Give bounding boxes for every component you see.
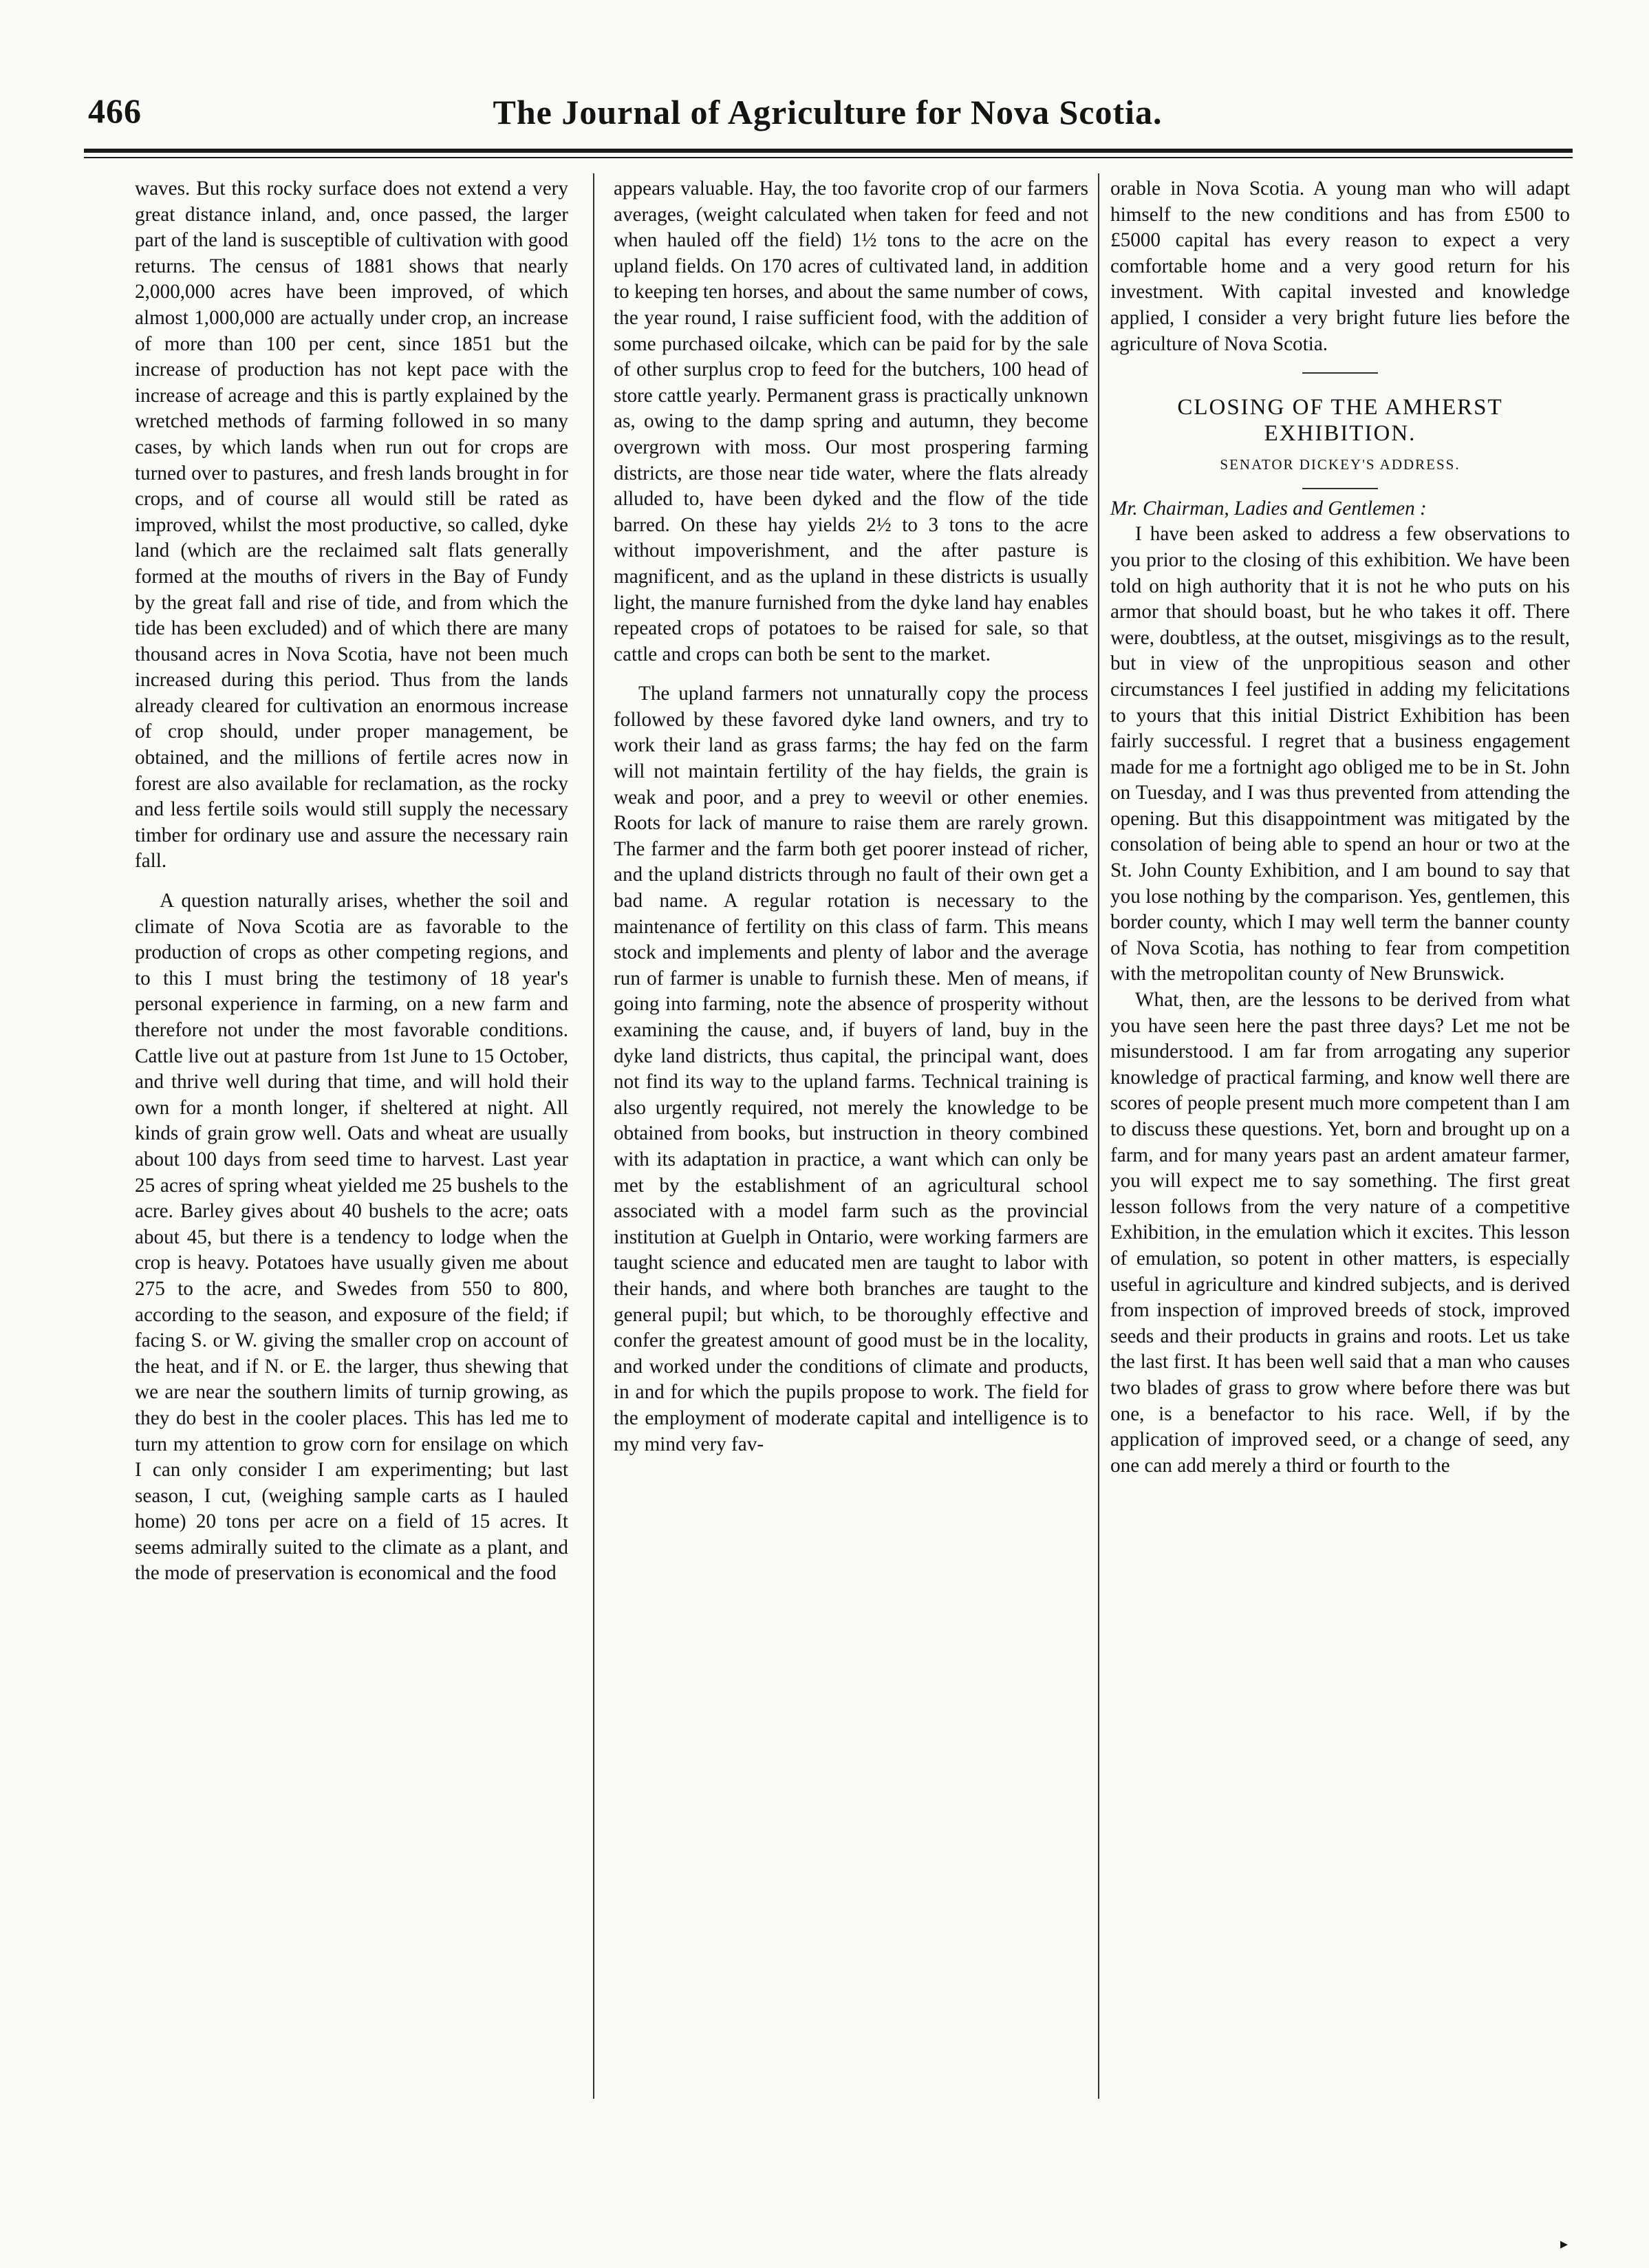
col3-paragraph-2: I have been asked to address a few observations to you prior to the closing of this exhibition. We have been told on high authority that it is not he who puts on his armor that should boast, but he who takes it off. There were, doubtless, at the outset, misgivings as to the result, but in view of the unpropitious season and other circumstances I feel justified in adding my felicitations to yours that this initial District Exhibition has been fairly successful. I regret that a business engagement made for me a fortnight ago obliged me to be in St. John on Tuesday, and I was thus prevented from attending the opening. But this disappointment was mitigated by the consolation of being able to spend an hour or two at the St. John County Exhibition, and I am bound to say that you lose nothing by the comparison. Yes, gentlemen, this border county, which I may well term the banner county of Nova Scotia, has nothing to fear from competition with the metropolitan county of New Brunswick. (1110, 523, 1570, 985)
section-divider (1302, 372, 1378, 374)
header-rule-thin (84, 157, 1573, 158)
header-rule-thick (84, 149, 1573, 153)
column-left (135, 176, 568, 1587)
col2-paragraph-1: appears valuable. Hay, the too favorite crop of our farmers averages, (weight calculated when taken for feed and not when hauled off the field) 1½ tons to the acre on the upland fields. On 170 acres of cultivated land, in addition to keeping ten horses, and about the same number of cows, the year round, I raise sufficient food, with the addition of some purchased oilcake, which can be paid for by the sale of other surplus crop to feed for the butchers, 100 head of store cattle yearly. Permanent grass is practically unknown as, owing to the damp spring and autumn, they become overgrown with moss. Our most prospering farming districts, are those near tide water, where the flats already alluded to, have been dyked and the flow of the tide barred. On these hay yields 2½ to 3 tons to the acre without impoverishment, and the after pasture is magnificent, and as the upland in these districts is usually light, the manure furnished from the dyke land hay enables repeated crops of potatoes to be raised for sale, so that cattle and crops can both be sent to the market. (614, 178, 1088, 665)
column-right (1110, 176, 1570, 1479)
col2-paragraph-2: The upland farmers not unnaturally copy the process followed by these favored dyke land owners, and try to work their land as grass farms; the hay fed on the farm will not maintain fertility of the hay fields, the grain is weak and poor, and a prey to weevil or other enemies. Roots for lack of manure to raise them are rarely grown. The farmer and the farm both get poorer instead of richer, and the upland districts through no fault of their own get a bad name. A regular rotation is necessary to the maintenance of fertility on this class of farm. This means stock and implements and plenty of labor and the average run of farmer is unable to furnish these. Men of means, if going into farming, note the absence of prosperity without examining the cause, and, if buyers of land, buy in the dyke land districts, thus capital, the principal want, does not find its way to the upland farms. Technical training is also urgently required, not merely the knowledge to be obtained from books, but instruction in theory combined with its adaptation in practice, a want which can only be met by the establishment of an agricultural school associated with a model farm such as the provincial institution at Guelph in Ontario, were working farmers are taught science and educated men are taught to labor with their hands, and where both branches are taught to the general pupil; but which, to be thoroughly effective and confer the greatest amount of good must be in the locality, and worked under the conditions of climate and products, in and for which the pupils propose to work. The field for the employment of moderate capital and intelligence is to my mind very fav- (614, 683, 1088, 1455)
article-headline: CLOSING OF THE AMHERST EXHIBITION. (1177, 395, 1503, 447)
address-salutation: Mr. Chairman, Ladies and Gentlemen : (1110, 497, 1427, 520)
col3-paragraph-1: orable in Nova Scotia. A young man who will adapt himself to the new conditions and has from £500 to £5000 capital has every reason to expect a very comfortable home and a very good return for his investment. With capital invested and knowledge applied, I consider a very bright future lies before the agriculture of Nova Scotia. (1110, 178, 1570, 355)
col1-paragraph-1: waves. But this rocky surface does not extend a very great distance inland, and, once passed, the larger part of the land is susceptible of cultivation with good returns. The census of 1881 shows that nearly 2,000,000 acres have been improved, of which almost 1,000,000 are actually under crop, an increase of more than 100 per cent, since 1851 but the increase of production has not kept pace with the increase of acreage and this is partly explained by the wretched methods of farming followed in so many cases, by which lands when run out for crops are turned over to pastures, and fresh lands brought in for crops, and of course all would still be rated as improved, whilst the most productive, so called, dyke land (which are the reclaimed salt flats generally formed at the mouths of rivers in the Bay of Fundy by the great fall and rise of tide, and from which the tide has been excluded) and of which there are many thousand acres in Nova Scotia, have not been much increased during this period. Thus from the lands already cleared for cultivation an enormous increase of crop should, under proper management, be obtained, and the millions of fertile acres now in forest are also available for reclamation, as the rocky and less fertile soils would still supply the necessary timber for ordinary use and assure the necessary rain fall. (135, 178, 568, 873)
col3-paragraph-3: What, then, are the lessons to be derived from what you have seen here the past three days? Let me not be misunderstood. I am far from arrogating any superior knowledge of practical farming, and know well there are scores of people present much more competent than I am to discuss these questions. Yet, born and brought up on a farm, and for many years past an ardent amateur farmer, you will expect me to say something. The first great lesson follows from the very nature of a competitive Exhibition, in the emulation which it excites. This lesson of emulation, so potent in other matters, is especially useful in agriculture and kindred subjects, and is derived from inspection of improved breeds of stock, improved seeds and their products in grains and roots. Let us take the last first. It has been well said that a man who causes two blades of grass to grow where before there was but one, is a benefactor to his race. Well, if by the application of improved seed, or a change of seed, any one can add merely a third or fourth to the (1110, 989, 1570, 1477)
column-divider-right (1098, 173, 1099, 2099)
page-header (81, 88, 1574, 143)
journal-title: The Journal of Agriculture for Nova Scotia. (493, 93, 1163, 131)
subhead-divider (1302, 488, 1378, 489)
article-subhead: SENATOR DICKEY'S ADDRESS. (1220, 456, 1461, 473)
page-number: 466 (88, 92, 142, 130)
column-divider-left (593, 173, 594, 2099)
col1-paragraph-2: A question naturally arises, whether the soil and climate of Nova Scotia are as favorable to the production of crops as other competing regions, and to this I must bring the testimony of 18 year's personal experience in farming, on a new farm and therefore not under the most favorable conditions. Cattle live out at pasture from 1st June to 15 October, and thrive well during that time, and will hold their own for a month longer, if sheltered at night. All kinds of grain grow well. Oats and wheat are usually about 100 days from seed time to harvest. Last year 25 acres of spring wheat yielded me 25 bushels to the acre. Barley gives about 40 bushels to the acre; oats about 45, but there is a tendency to lodge when the crop is heavy. Potatoes have usually given me about 275 to the acre, and Swedes from 550 to 800, according to the season, and exposure of the field; if facing S. or W. giving the smaller crop on account of the heat, and if N. or E. the larger, thus shewing that we are near the southern limits of turnip growing, as they do best in the cooler places. This has led me to turn my attention to grow corn for ensilage on which I can only consider I am experimenting; but last season, I cut, (weighing sample carts as I hauled home) 20 tons per acre on a field of 15 acres. It seems admirally suited to the climate as a plant, and the mode of preservation is economical and the food (135, 890, 568, 1585)
corner-mark-icon: ▸ (1560, 2235, 1569, 2252)
column-middle (614, 176, 1088, 1457)
